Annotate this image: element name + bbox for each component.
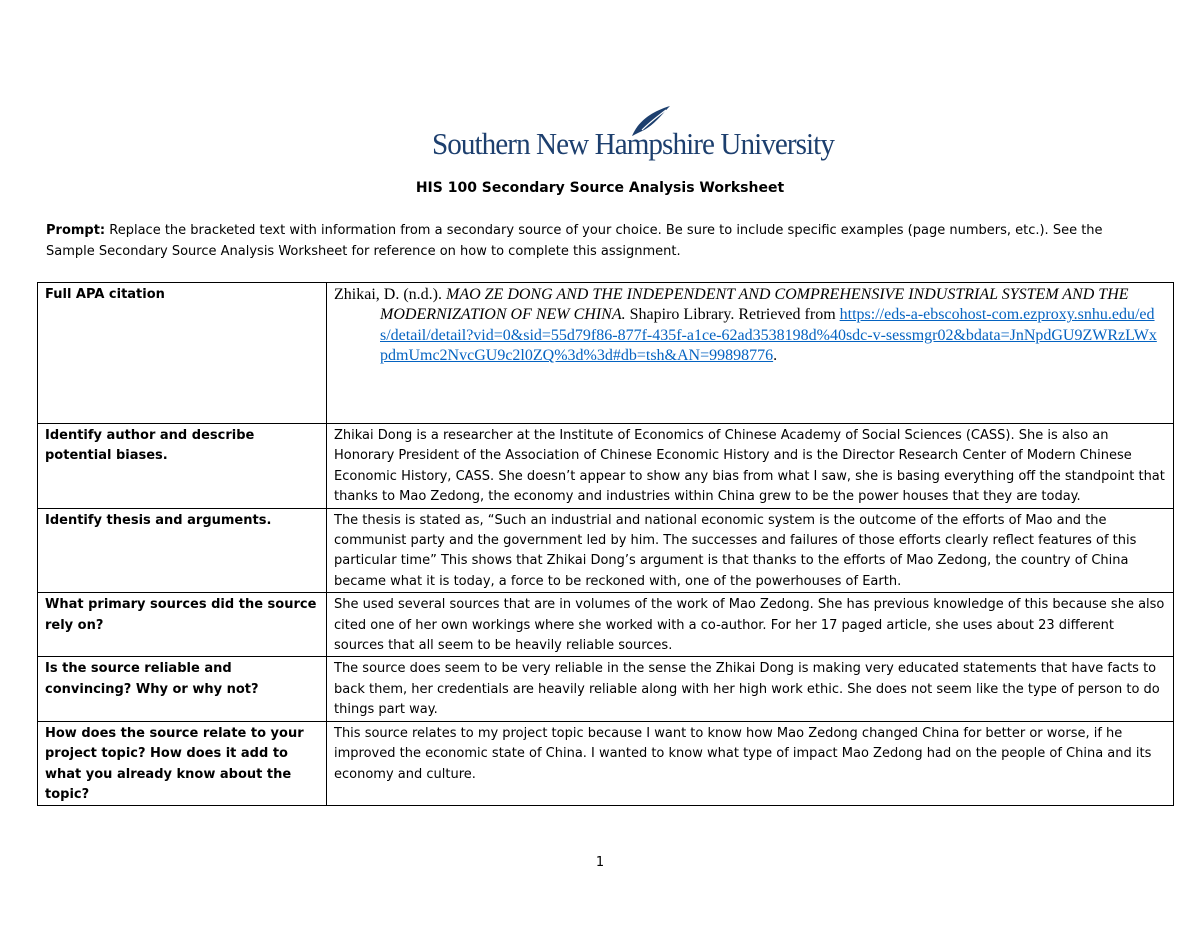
table-row: [38, 424, 1174, 509]
citation-link[interactable]: https://eds-a-ebscohost-com.ezproxy.snhu.edu/eds/detail/detail?vid=0&sid=55d79f86-877f-435f-a1ce-62ad3538198d%40sdc-v-sessmgr02&bdata=JnNpdGU9ZWRzLWxpdmUmc2NvcGU9c2l0ZQ%3d%3d#db=tsh&AN=99898776: [380, 306, 1157, 365]
prompt-label: Prompt:: [46, 223, 106, 238]
table-row-citation: [38, 283, 1174, 424]
logo-text: Southern New Hampshire University: [432, 126, 834, 161]
question-cell: Identify author and describe potential biases.: [38, 424, 327, 509]
table-row: [38, 593, 1174, 657]
citation-end: .: [773, 347, 778, 365]
answer-cell: She used several sources that are in volumes of the work of Mao Zedong. She has previous knowledge of this because she also cited one of her own workings where she worked with a co-author. For her 17 paged article, she uses about 23 different sources that all seem to be heavily reliable sources.: [327, 593, 1174, 657]
citation-label: Full APA citation: [38, 283, 327, 424]
question-cell: What primary sources did the source rely on?: [38, 593, 327, 657]
citation-author: Zhikai, D. (n.d.).: [334, 286, 446, 303]
answer-cell: This source relates to my project topic because I want to know how Mao Zedong changed China for better or worse, if he improved the economic state of China. I wanted to know what type of impact Mao Zedong had on the people of China and its economy and culture.: [327, 721, 1174, 806]
apa-citation: [334, 285, 1167, 367]
table-row: [38, 508, 1174, 593]
answer-cell: The source does seem to be very reliable in the sense the Zhikai Dong is making very educated statements that have facts to back them, her credentials are heavily reliable along with her high work ethic. She does not seem like the type of person to do things part way.: [327, 657, 1174, 721]
prompt-text: Replace the bracketed text with information from a secondary source of your choice. Be sure to include specific examples (page numbers, etc.). See the Sample Secondary Source Analysis Worksheet for reference on how to complete this assignment.: [46, 223, 1103, 259]
citation-publisher: Shapiro Library. Retrieved from: [625, 306, 840, 324]
answer-cell: Zhikai Dong is a researcher at the Institute of Economics of Chinese Academy of Social Sciences (CASS). She is also an Honorary President of the Association of Chinese Economic History and is the Director Research Center of Modern Chinese Economic History, CASS. She doesn’t appear to show any bias from what I saw, she is basing everything off the standpoint that thanks to Mao Zedong, the economy and industries within China grew to be the power houses that they are today.: [327, 424, 1174, 509]
leaf-icon: [628, 104, 672, 138]
document-title: HIS 100 Secondary Source Analysis Worksheet: [415, 180, 785, 196]
table-row: [38, 657, 1174, 721]
answer-cell: The thesis is stated as, “Such an industrial and national economic system is the outcome of the efforts of Mao and the communist party and the government led by him. The successes and failures of those efforts clearly reflect features of this particular time” This shows that Zhikai Dong’s argument is that thanks to the efforts of Mao Zedong, the country of China became what it is today, a force to be reckoned with, one of the powerhouses of Earth.: [327, 508, 1174, 593]
university-logo: [432, 104, 834, 164]
prompt-paragraph: [46, 220, 1141, 262]
citation-title: MAO ZE DONG AND THE INDEPENDENT AND COMPREHENSIVE INDUSTRIAL SYSTEM AND THE MODERNIZATION OF NEW CHINA.: [380, 286, 1129, 324]
question-cell: Identify thesis and arguments.: [38, 508, 327, 593]
citation-cell: [327, 283, 1174, 424]
question-cell: How does the source relate to your project topic? How does it add to what you already know about the topic?: [38, 721, 327, 806]
question-cell: Is the source reliable and convincing? Why or why not?: [38, 657, 327, 721]
table-row: [38, 721, 1174, 806]
worksheet-table: [37, 282, 1174, 806]
page-number: 1: [595, 855, 605, 870]
